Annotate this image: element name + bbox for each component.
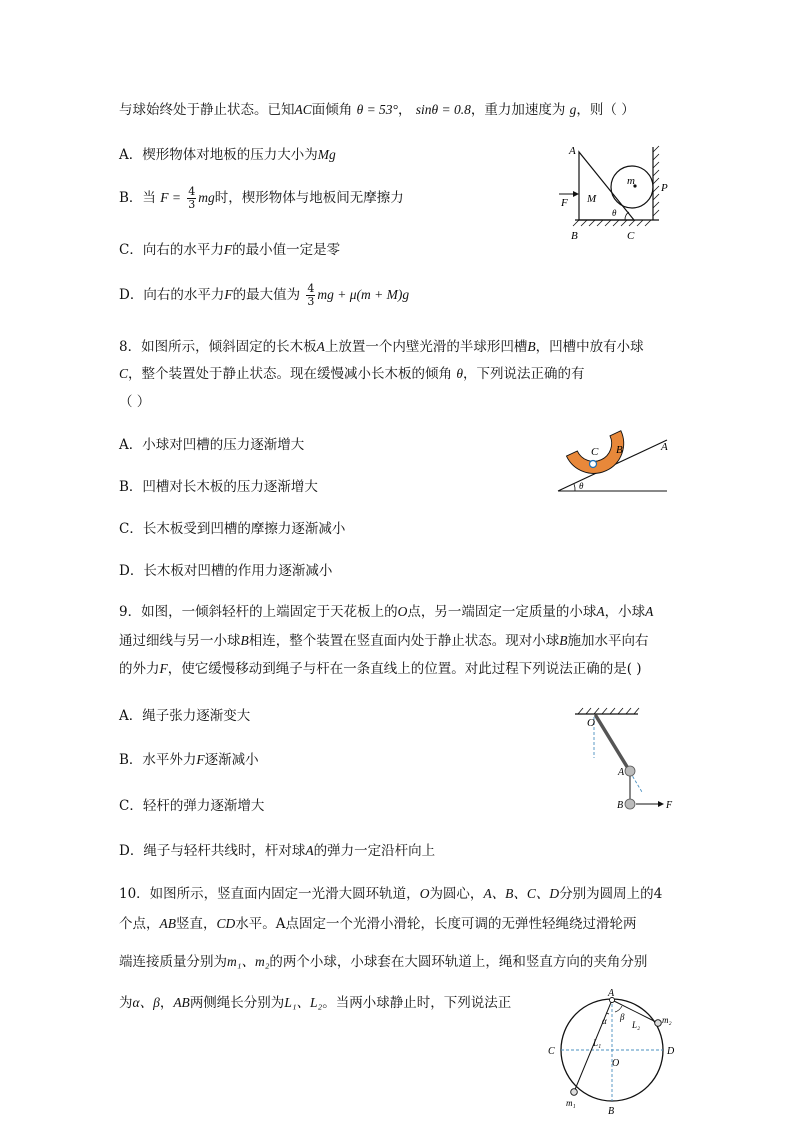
- svg-text:m₁: m₁: [566, 1098, 576, 1108]
- svg-text:A: A: [618, 767, 625, 778]
- q8-stem-line1: 8．如图所示，倾斜固定的长木板A上放置一个内壁光滑的半球形凹槽B，凹槽中放有小球: [119, 339, 644, 355]
- svg-text:m₂: m₂: [662, 1015, 672, 1025]
- svg-text:L₁: L₁: [593, 1038, 602, 1048]
- svg-text:F: F: [561, 197, 568, 209]
- svg-text:α: α: [602, 1016, 607, 1026]
- q10-stem-line4: 为α、β，AB两侧绳长分别为L₁、L₂。当两小球静止时，下列说法正: [119, 995, 512, 1011]
- q9-option-b: B．水平外力F逐渐减小: [119, 752, 259, 768]
- q10-stem-line1: 10．如图所示，竖直面内固定一光滑大圆环轨道，O为圆心，A、B、C、D分别为圆周上的4: [119, 886, 663, 902]
- q9-figure: [570, 700, 680, 820]
- q10-figure: [540, 980, 690, 1120]
- svg-text:D: D: [667, 1046, 675, 1057]
- q7-option-b: B．当 F = $\frac{4}{3}$ mg时，楔形物体与地板间无摩擦力: [119, 185, 404, 211]
- light-rod: [596, 716, 629, 770]
- ball: [611, 166, 653, 208]
- svg-text:B: B: [608, 1106, 615, 1117]
- q9-option-d: D．绳子与轻杆共线时，杆对球A的弹力一定沿杆向上: [119, 843, 436, 859]
- svg-text:O: O: [587, 717, 595, 729]
- q8-stem-line2: C，整个装置处于静止状态。现在缓慢减小长木板的倾角 θ，下列说法正确的有: [119, 366, 585, 382]
- wedge: [579, 152, 634, 220]
- ball-a: [625, 766, 635, 776]
- svg-text:F: F: [666, 800, 673, 811]
- ball-m2: [655, 1020, 662, 1027]
- q9-stem-line3: 的外力F，使它缓慢移动到绳子与杆在一条直线上的位置。对此过程下列说法正确的是( ): [119, 661, 642, 677]
- svg-text:β: β: [620, 1012, 625, 1022]
- q8-figure: [555, 400, 675, 498]
- groove: [566, 431, 633, 484]
- svg-text:B: B: [571, 230, 578, 242]
- q8-option-a: A．小球对凹槽的压力逐渐增大: [119, 437, 305, 453]
- q7-option-d: D．向右的水平力F的最大值为 $\frac{4}{3}$ mg + μ(m + M)g: [119, 282, 410, 308]
- svg-text:C: C: [548, 1046, 555, 1057]
- ball-b: [625, 799, 635, 809]
- q9-option-a: A．绳子张力逐渐变大: [119, 708, 251, 724]
- q7-figure: [555, 142, 680, 244]
- svg-text:C: C: [591, 446, 599, 458]
- q9-stem-line1: 9．如图，一倾斜轻杆的上端固定于天花板上的O点，另一端固定一定质量的小球A，小球A: [119, 604, 654, 620]
- q7-stem: 与球始终处于静止状态。已知AC面倾角 θ = 53°， sinθ = 0.8，重力加速度为 g，则（ ）: [119, 102, 635, 118]
- q7-option-a: A．楔形物体对地板的压力大小为Mg: [119, 147, 336, 163]
- svg-text:m: m: [627, 175, 635, 187]
- q10-stem-line3: 端连接质量分别为m₁、m₂的两个小球，小球套在大圆环轨道上，绳和竖直方向的夹角分别: [119, 954, 648, 970]
- svg-text:C: C: [627, 230, 635, 242]
- fraction: $\frac{4}{3}$: [307, 282, 315, 308]
- svg-text:M: M: [587, 193, 597, 205]
- svg-text:L₂: L₂: [632, 1020, 641, 1030]
- svg-text:A: A: [569, 145, 576, 157]
- svg-text:A: A: [661, 441, 668, 453]
- q7-option-c: C．向右的水平力F的最小值一定是零: [119, 242, 341, 258]
- q8-option-d: D．长木板对凹槽的作用力逐渐减小: [119, 563, 333, 579]
- small-ball: [590, 461, 597, 468]
- q9-stem-line2: 通过细线与另一小球B相连，整个装置在竖直面内处于静止状态。现对小球B施加水平向右: [119, 633, 649, 649]
- svg-text:θ: θ: [579, 481, 584, 491]
- ball-m1: [571, 1089, 578, 1096]
- svg-text:A: A: [608, 988, 615, 999]
- fraction: $\frac{4}{3}$: [188, 185, 196, 211]
- svg-text:θ: θ: [612, 208, 617, 218]
- svg-text:P: P: [661, 182, 668, 194]
- q8-option-b: B．凹槽对长木板的压力逐渐增大: [119, 479, 318, 495]
- q8-stem-line3: （ ）: [119, 394, 151, 410]
- q9-option-c: C．轻杆的弹力逐渐增大: [119, 798, 265, 814]
- svg-text:O: O: [612, 1058, 620, 1069]
- q8-option-c: C．长木板受到凹槽的摩擦力逐渐减小: [119, 521, 346, 537]
- q10-stem-line2: 个点，AB竖直，CD水平。A点固定一个光滑小滑轮，长度可调的无弹性轻绳绕过滑轮两: [119, 916, 637, 932]
- svg-text:B: B: [616, 444, 623, 456]
- svg-text:B: B: [617, 800, 624, 811]
